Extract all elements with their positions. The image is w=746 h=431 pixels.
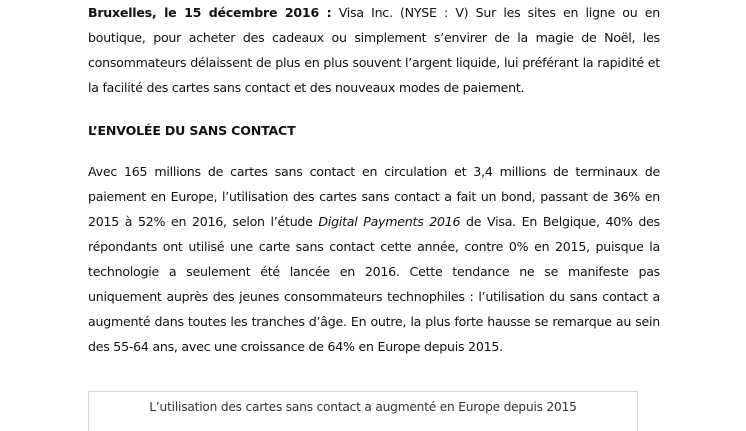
section-text-after: de Visa. En Belgique, 40% des répondants ont utilisé une carte sans contact cette année, contre 0% en 2015, puisque la technologie a seulement été lancée en 2016. Cette tendance ne se manifeste pas uniquement auprès des jeunes consommateurs technophiles : l’utilisation du sans contact a augmenté dans toutes les tranches d’âge. En outre, la plus forte hausse se remarque au sein des 55-64 ans, avec une croissance de 64% en Europe depuis 2015. — [88, 214, 660, 354]
section-heading: L’ENVOLÉE DU SANS CONTACT — [88, 123, 296, 138]
chart-caption: L’utilisation des cartes sans contact a augmenté en Europe depuis 2015 — [149, 400, 577, 414]
section-text-before: Avec 165 millions de cartes sans contact en circulation et 3,4 millions de terminaux de paiement en Europe, l’utilisation des cartes sans contact a fait un bond, passant de 36% en 2015 à 52% en 2016, selon l’étude — [88, 164, 660, 229]
section-paragraph — [88, 159, 660, 359]
study-title: Digital Payments 2016 — [318, 214, 461, 229]
intro-text: Visa Inc. (NYSE : V) Sur les sites en ligne ou en boutique, pour acheter des cadeaux ou simplement s’envirer de la magie de Noël, les consommateurs délaissent de plus en plus souvent l’argent liquide, lui préférant la rapidité et la facilité des cartes sans contact et des nouveaux modes de paiement. — [88, 5, 660, 95]
intro-lead: Bruxelles, le 15 décembre 2016 : — [88, 5, 332, 20]
intro-paragraph — [88, 0, 660, 100]
chart-caption-box — [88, 391, 638, 431]
